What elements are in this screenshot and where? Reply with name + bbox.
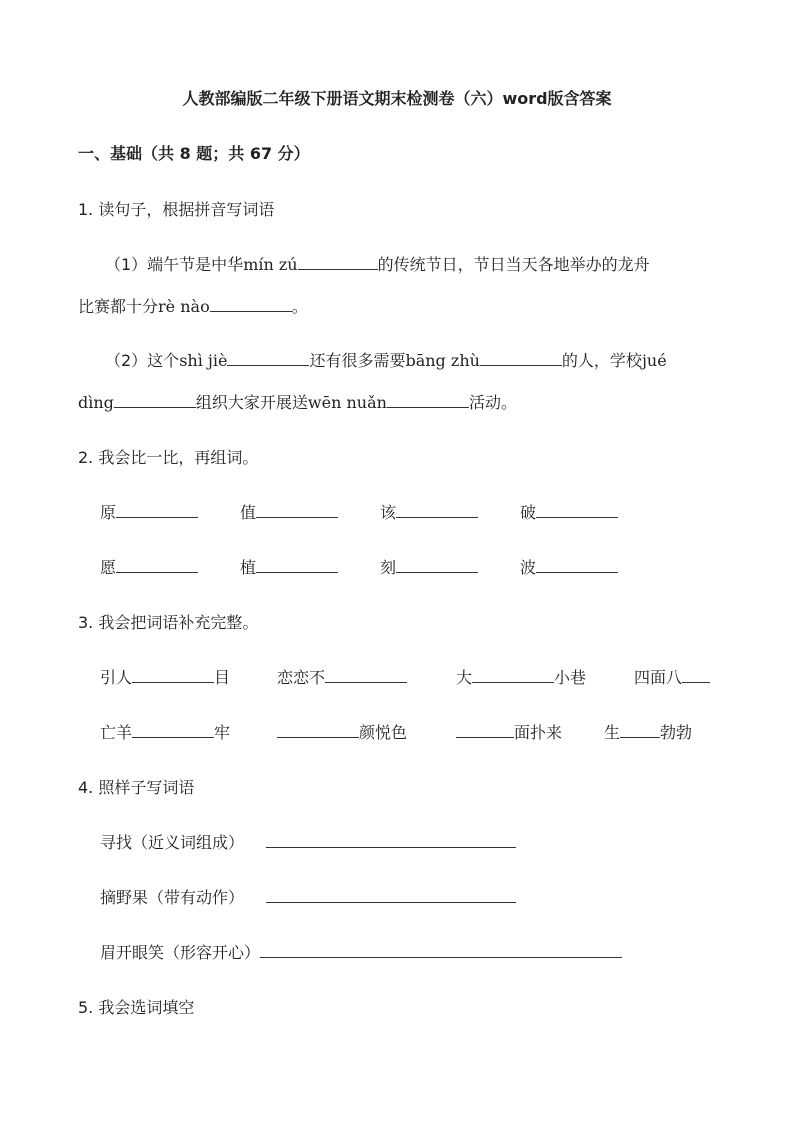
text: 。 (291, 297, 308, 316)
compare-item: 该 (380, 500, 478, 523)
idiom-item: 亡羊 牢 (100, 723, 231, 742)
idiom-item: 面扑来 (456, 720, 562, 743)
compare-item: 值 (240, 500, 338, 523)
answer-blank[interactable] (456, 721, 514, 738)
answer-blank[interactable] (682, 666, 710, 683)
answer-blank[interactable] (620, 721, 660, 738)
question-1-heading: 1. 读句子，根据拼音写词语 (78, 200, 275, 219)
pinyin: wēn nuǎn (307, 393, 387, 412)
compare-item: 破 (520, 500, 618, 523)
answer-blank[interactable] (266, 831, 516, 848)
compare-item: 原 (100, 500, 198, 523)
word-item: 寻找（近义词组成） (100, 830, 516, 853)
text: 比赛都十分 (78, 297, 159, 316)
answer-blank[interactable] (536, 556, 618, 573)
question-2-heading: 2. 我会比一比，再组词。 (78, 448, 259, 467)
pinyin: jué (641, 351, 667, 370)
answer-blank[interactable] (256, 556, 338, 573)
compare-item: 刻 (380, 555, 478, 578)
answer-blank[interactable] (480, 349, 562, 366)
question-1-part-2-line-2 (78, 390, 517, 413)
pinyin: bāng zhù (405, 351, 480, 370)
text: 组织大家开展送 (195, 393, 308, 412)
compare-item: 愿 (100, 555, 198, 578)
answer-blank[interactable] (266, 886, 516, 903)
compare-item: 植 (240, 555, 338, 578)
answer-blank[interactable] (536, 501, 618, 518)
answer-blank[interactable] (472, 666, 554, 683)
idiom-item: 引人 目 (100, 668, 231, 687)
idiom-item: 颜悦色 (277, 720, 407, 743)
answer-blank[interactable] (116, 501, 198, 518)
text: 活动。 (468, 393, 517, 412)
answer-blank[interactable] (325, 666, 407, 683)
question-3-heading: 3. 我会把词语补充完整。 (78, 613, 259, 632)
question-4-heading: 4. 照样子写词语 (78, 778, 195, 797)
idiom-item: 恋恋不 (277, 665, 407, 688)
answer-blank[interactable] (396, 501, 478, 518)
word-item: 眉开眼笑（形容开心） (100, 940, 622, 963)
answer-blank[interactable] (387, 391, 469, 408)
text: （2）这个 (105, 351, 180, 370)
text: 还有很多需要 (309, 351, 406, 370)
answer-blank[interactable] (114, 391, 196, 408)
word-item: 摘野果（带有动作） (100, 885, 516, 908)
answer-blank[interactable] (210, 295, 292, 312)
answer-blank[interactable] (396, 556, 478, 573)
text: 的人，学校 (561, 351, 642, 370)
question-1-part-1-line-2 (78, 294, 308, 317)
text: （1）端午节是中华 (105, 255, 244, 274)
answer-blank[interactable] (227, 349, 309, 366)
question-5-heading: 5. 我会选词填空 (78, 998, 195, 1017)
question-1-part-1-line-1 (105, 252, 650, 275)
text: 的传统节日，节日当天各地举办的龙舟 (377, 255, 650, 274)
answer-blank[interactable] (298, 253, 378, 270)
pinyin: dìng (78, 393, 114, 412)
pinyin: mín zú (243, 255, 298, 274)
question-1-part-2-line-1 (105, 348, 667, 371)
compare-item: 波 (520, 555, 618, 578)
answer-blank[interactable] (132, 721, 214, 738)
answer-blank[interactable] (256, 501, 338, 518)
answer-blank[interactable] (116, 556, 198, 573)
answer-blank[interactable] (277, 721, 359, 738)
idiom-item: 四面八 (634, 665, 710, 688)
section-heading: 一、基础（共 8 题；共 67 分） (78, 144, 310, 163)
answer-blank[interactable] (132, 666, 214, 683)
page-title: 人教部编版二年级下册语文期末检测卷（六）word版含答案 (182, 89, 612, 108)
idiom-item: 生 勃勃 (604, 723, 693, 742)
pinyin: shì jiè (179, 351, 228, 370)
answer-blank[interactable] (260, 941, 622, 958)
pinyin: rè nào (158, 297, 210, 316)
idiom-item: 大 小巷 (456, 668, 587, 687)
